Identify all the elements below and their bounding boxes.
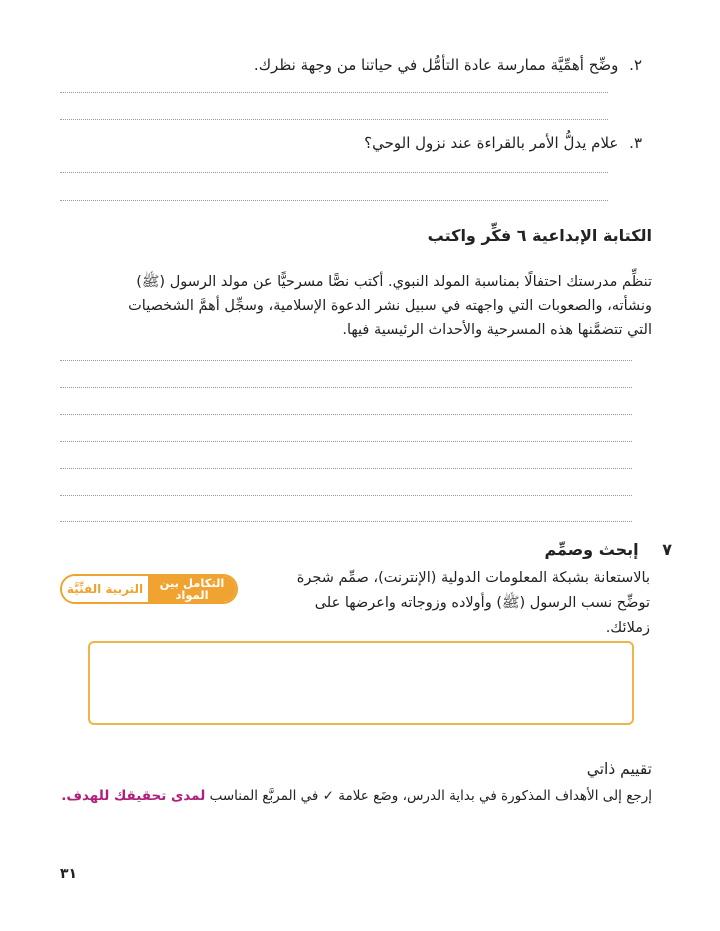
answer-line[interactable] — [60, 172, 608, 173]
research-title: إبحث وصمِّم — [544, 540, 639, 559]
question-2-text: وضِّح أهمِّيَّة ممارسة عادة التأمُّل في حياتنا من وجهة نظرك. — [253, 56, 619, 74]
creative-writing-heading: الكتابة الإبداعية ٦ فكِّر واكتب — [427, 226, 652, 245]
answer-line[interactable] — [60, 119, 608, 120]
answer-line[interactable] — [60, 200, 608, 201]
research-heading — [72, 540, 672, 559]
answer-line[interactable] — [60, 360, 632, 361]
badge-integration: التكامل بين المواد — [148, 576, 236, 602]
question-2 — [82, 54, 642, 76]
question-2-number: ٢. — [629, 56, 642, 74]
research-prompt — [250, 566, 650, 641]
self-evaluation-highlight: لمدى تحقيقك للهدف. — [61, 788, 206, 804]
question-3 — [82, 132, 642, 154]
answer-line[interactable] — [60, 92, 608, 93]
prompt-line-2: ونشأته، والصعوبات التي واجهته في سبيل نشر الدعوة الإسلامية، وسجِّل أهمَّ الشخصيات — [128, 298, 652, 314]
self-evaluation-heading: تقييم ذاتي — [586, 760, 652, 778]
page-number: ٣١ — [60, 866, 78, 882]
research-answer-box[interactable] — [88, 641, 634, 725]
research-line-2: توضِّح نسب الرسول (ﷺ) وأولاده وزوجاته واعرضها على — [314, 595, 650, 611]
research-number: ٧ — [662, 540, 672, 559]
research-line-3: زملائك. — [605, 620, 650, 636]
answer-line[interactable] — [60, 387, 632, 388]
answer-line[interactable] — [60, 495, 632, 496]
subject-integration-badge — [60, 574, 238, 604]
research-line-1: بالاستعانة بشبكة المعلومات الدولية (الإنترنت)، صمِّم شجرة — [296, 570, 650, 586]
self-evaluation-text — [32, 788, 652, 804]
answer-line[interactable] — [60, 468, 632, 469]
badge-subject: التربية الفنِّيَّة — [62, 576, 148, 602]
prompt-line-1: تنظِّم مدرستك احتفالًا بمناسبة المولد النبوي. أكتب نصًّا مسرحيًّا عن مولد الرسول (ﷺ) — [136, 274, 652, 290]
creative-writing-prompt — [52, 270, 652, 342]
prompt-line-3: التي تتضمَّنها هذه المسرحية والأحداث الرئيسية فيها. — [342, 322, 652, 338]
answer-line[interactable] — [60, 414, 632, 415]
answer-line[interactable] — [60, 441, 632, 442]
question-3-number: ٣. — [629, 134, 642, 152]
answer-line[interactable] — [60, 521, 632, 522]
self-evaluation-instruction: إرجع إلى الأهداف المذكورة في بداية الدرس، وضَع علامة ✓ في المربَّع المناسب — [205, 788, 652, 804]
question-3-text: علام يدلُّ الأمر بالقراءة عند نزول الوحي؟ — [364, 134, 619, 152]
